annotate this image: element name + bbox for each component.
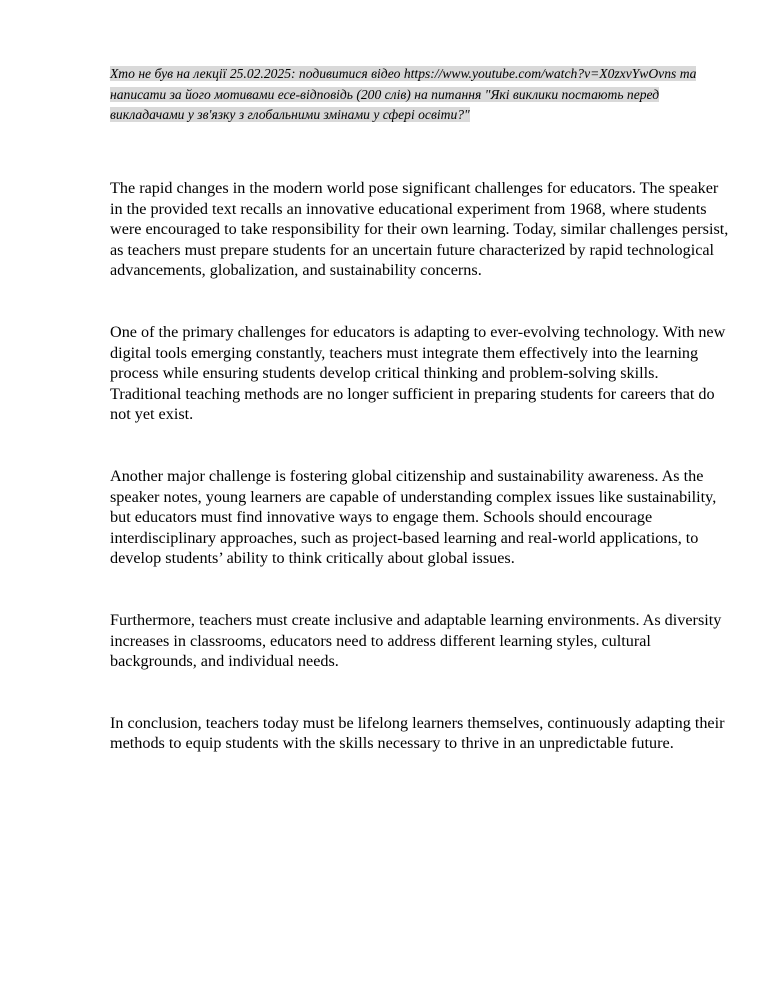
essay-paragraph-inclusion: Furthermore, teachers must create inclusive and adaptable learning environments. As diversity increases in classrooms, educators need to address different learning styles, cultural backgrounds, and individual needs. bbox=[110, 610, 722, 671]
essay-paragraph-citizenship: Another major challenge is fostering global citizenship and sustainability awareness. As the speaker notes, young learners are capable of understanding complex issues like sustainability, but educators must find innovative ways to engage them. Schools should encourage interdisciplinary approaches, such as project-based learning and real-world applications, to develop students’ ability to think critically about global issues. bbox=[110, 466, 717, 568]
essay-paragraph-intro: The rapid changes in the modern world pose significant challenges for educators. The speaker in the provided text recalls an innovative educational experiment from 1968, where students were encouraged to take responsibility for their own learning. Today, similar challenges persist, as teachers must prepare students for an uncertain future characterized by rapid technological advancements, globalization, and sustainability concerns. bbox=[110, 179, 729, 280]
essay-body bbox=[110, 178, 730, 754]
assignment-prompt-text: Хто не був на лекції 25.02.2025: подивитися відео https://www.youtube.com/watch?v=X0zxvYwOvns та написати за його мотивами есе-відповідь (200 слів) на питання "Які виклики постають перед викладачами у зв'язку з глобальними змінами у сфері освіти?" bbox=[110, 66, 697, 122]
assignment-prompt bbox=[110, 64, 710, 126]
essay-paragraph-conclusion: In conclusion, teachers today must be lifelong learners themselves, continuously adapting their methods to equip students with the skills necessary to thrive in an unpredictable future. bbox=[110, 713, 725, 753]
essay-paragraph-technology: One of the primary challenges for educators is adapting to ever-evolving technology. With new digital tools emerging constantly, teachers must integrate them effectively into the learning process while ensuring students develop critical thinking and problem-solving skills. Traditional teaching methods are no longer sufficient in preparing students for careers that do not yet exist. bbox=[110, 322, 726, 424]
